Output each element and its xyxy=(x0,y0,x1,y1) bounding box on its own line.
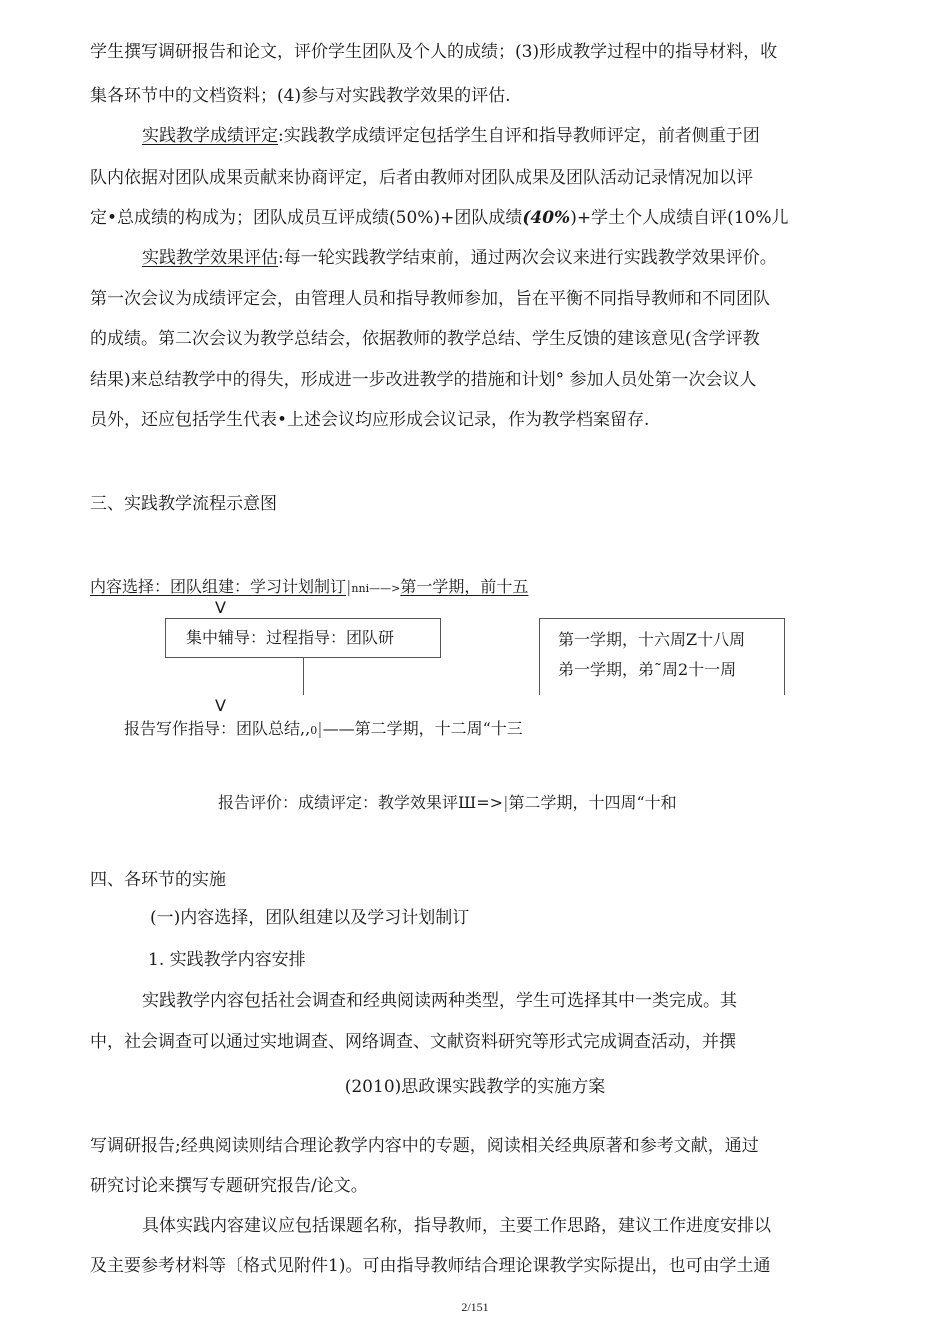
subsection-heading: (一)内容选择，团队组建以及学习计划制订 xyxy=(150,908,470,928)
body-text-line: 员外，还应包括学生代表•上述会议均应形成会议记录，作为教学档案留存. xyxy=(90,410,650,430)
body-text-line: 中，社会调查可以通过实地调查、网络调查、文献资料研究等形式完成调查活动，并撰 xyxy=(90,1032,736,1052)
flow-box-right-line2: 弟一学期，弟˜周2十一周 xyxy=(558,660,737,679)
flow-box-left-text: 集中辅导：过程指导：团队研 xyxy=(186,628,395,647)
body-text: :每一轮实践教学结束前，通过两次会议来进行实践教学效果评价。 xyxy=(278,248,777,268)
flow-separator: | xyxy=(317,719,323,738)
flow-row-1 xyxy=(90,576,528,600)
document-title: (2010)思政课实践教学的实施方案 xyxy=(344,1077,606,1097)
flow-period-label: 第一学期，前十五 xyxy=(400,577,529,596)
body-text-line: 集各环节中的文档资料；(4)参与对实践教学效果的评估. xyxy=(90,86,511,106)
flow-arrow: ——> xyxy=(369,582,401,595)
body-text-line: 第一次会议为成绩评定会，由管理人员和指导教师参加，旨在平衡不同指导教师和不同团队 xyxy=(90,289,770,309)
body-text-line: 实践教学内容包括社会调查和经典阅读两种类型，学生可选择其中一类完成。其 xyxy=(142,991,737,1011)
flow-box-right xyxy=(539,618,785,695)
flow-box-left xyxy=(165,618,441,658)
evaluation-title: 实践教学效果评估 xyxy=(142,248,278,268)
grading-title: 实践教学成绩评定 xyxy=(142,126,278,146)
body-text-line: 学生撰写调研报告和论文，评价学生团队及个人的成绩；(3)形成教学过程中的指导材料，收 xyxy=(90,42,778,62)
body-text-line xyxy=(90,206,788,230)
item-heading: 1. 实践教学内容安排 xyxy=(148,950,306,970)
flow-row-4 xyxy=(218,792,677,814)
body-text-line: 及主要参考材料等〔格式见附件1)。可由指导教师结合理论课教学实际提出，也可由学土通 xyxy=(90,1256,771,1276)
section-heading: 四、各环节的实施 xyxy=(90,870,226,890)
flow-glyph: nni xyxy=(351,582,370,595)
connector-line xyxy=(303,657,304,695)
flow-step-label: 报告写作指导：团队总结,, xyxy=(124,719,311,738)
flow-step-label: 报告评价：成绩评定：教学效果评Ш=> xyxy=(218,793,504,812)
body-text-line: 具体实践内容建议应包括课题名称，指导教师，主要工作思路，建议工作进度安排以 xyxy=(142,1216,771,1236)
page-number: 2/151 xyxy=(461,1300,489,1314)
body-text-line: 写调研报告;经典阅读则结合理论教学内容中的专题，阅读相关经典原著和参考文献，通过 xyxy=(90,1136,759,1156)
flow-step-label: 内容选择：团队组建：学习计划制订 xyxy=(90,577,347,596)
down-arrow-icon: V xyxy=(215,696,226,715)
body-text: :实践教学成绩评定包括学生自评和指导教师评定，前者侧重于团 xyxy=(278,126,760,146)
flow-row-3 xyxy=(124,718,523,742)
body-text-line: 队内依据对团队成果贡献来协商评定，后者由教师对团队成果及团队活动记录情况加以评 xyxy=(90,168,753,188)
body-text: 定•总成绩的构成为；团队成员互评成绩(50%)+团队成绩 xyxy=(90,208,523,228)
body-text-line: 结果)来总结教学中的得失，形成进一步改进教学的措施和计划° 参加人员处第一次会议人 xyxy=(90,370,757,390)
flow-period-label: ——第二学期，十二周“十三 xyxy=(322,719,523,738)
flow-glyph: 0 xyxy=(310,724,318,737)
section-heading: 三、实践教学流程示意图 xyxy=(90,494,277,514)
body-text-line: 研究讨论来撰写专题研究报告/论文。 xyxy=(90,1176,368,1196)
body-text: )+学土个人成绩自评(10%儿 xyxy=(570,208,789,228)
flow-separator: | xyxy=(346,577,352,596)
flow-box-right-line1: 第一学期，十六周Z十八周 xyxy=(558,630,746,649)
evaluation-paragraph xyxy=(142,246,777,270)
flow-period-label: 第二学期，十四周“十和 xyxy=(508,793,677,812)
flow-separator: | xyxy=(503,793,509,812)
grading-paragraph xyxy=(142,124,760,148)
down-arrow-icon: V xyxy=(215,598,226,617)
emphasis-text: (40% xyxy=(522,208,571,228)
body-text-line: 的成绩。第二次会议为教学总结会，依据教师的教学总结、学生反馈的建该意见(含学评教 xyxy=(90,329,760,349)
